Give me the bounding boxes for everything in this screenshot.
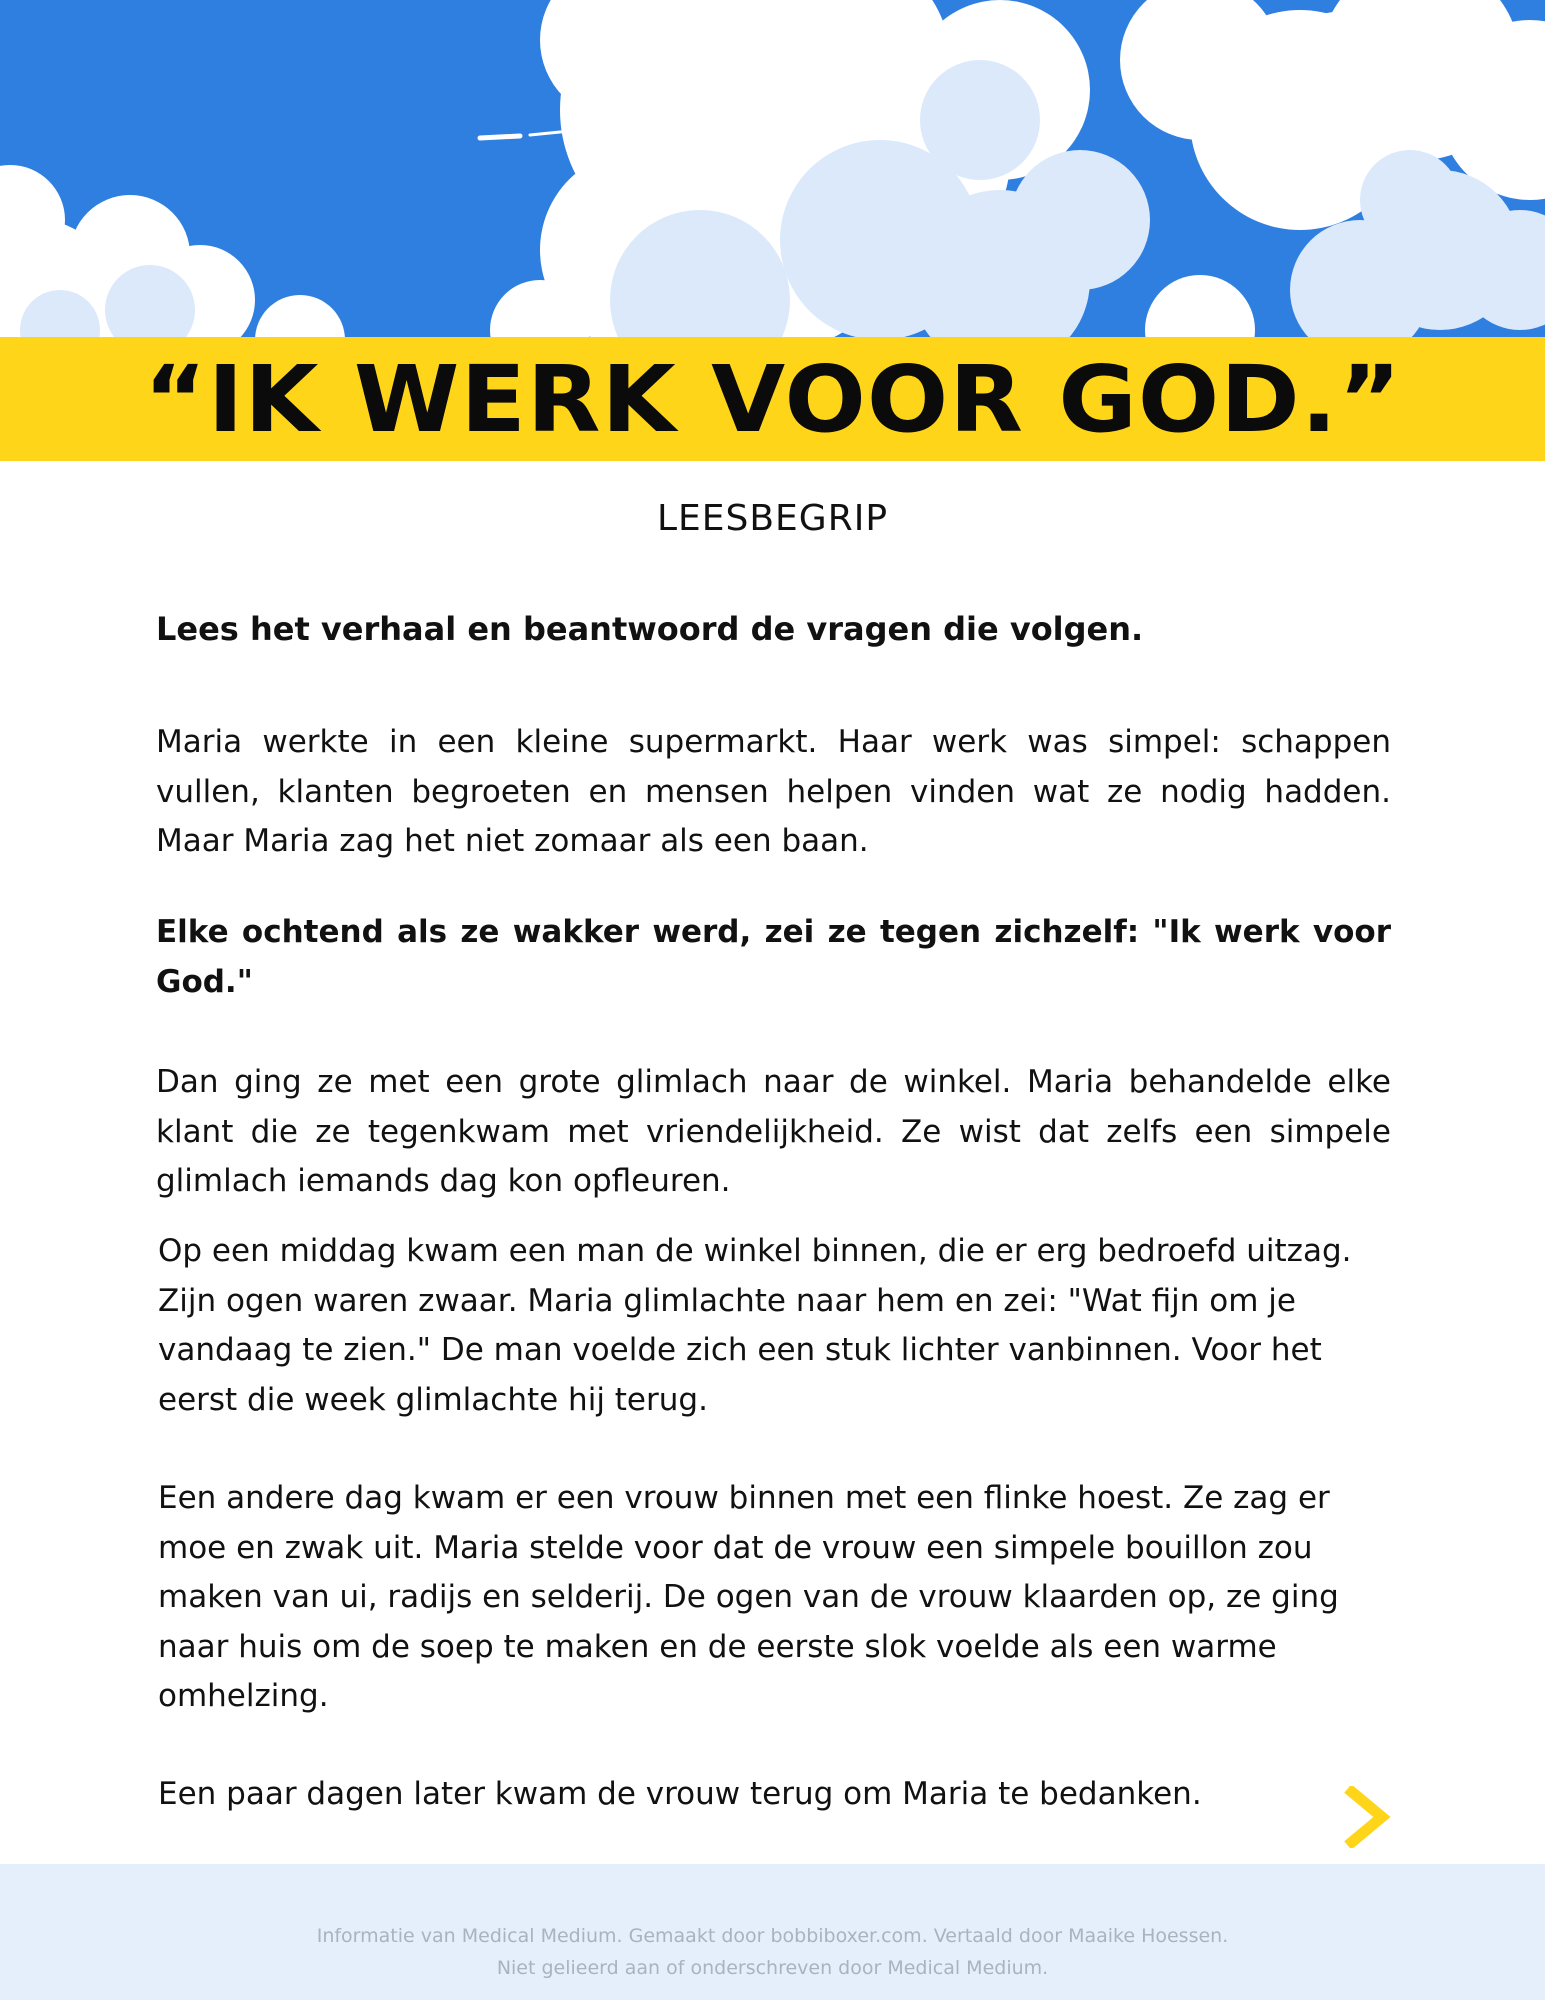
- footer-credits: [0, 1920, 1545, 1984]
- story-text: Dan ging ze met een grote glimlach naar de winkel. Maria behandelde elke klant die ze tegenkwam met vriendelijkheid. Ze wist dat zelfs een simpele glimlach iemands dag kon opfleuren.: [156, 1064, 1391, 1199]
- story-paragraph-5: [158, 1474, 1383, 1722]
- story-text: Maria werkte in een kleine supermarkt. Haar werk was simpel: schappen vullen, klanten begroeten en mensen helpen vinden wat ze nodig hadden. Maar Maria zag het niet zomaar als een baan.: [156, 724, 1391, 859]
- page-subtitle: LEESBEGRIP: [656, 498, 889, 539]
- story-paragraph-3: [156, 1058, 1391, 1207]
- story-text: Een paar dagen later kwam de vrouw terug om Maria te bedanken.: [158, 1776, 1202, 1812]
- title-banner: [0, 337, 1545, 461]
- clouds-illustration: [0, 0, 1545, 340]
- story-text: Een andere dag kwam er een vrouw binnen met een flinke hoest. Ze zag er moe en zwak uit. Maria stelde voor dat de vrouw een simpele bouillon zou maken van ui, radijs en selderij. De ogen van de vrouw klaarden op, ze ging naar huis om de soep te maken en de eerste slok voelde als een warme omhelzing.: [158, 1480, 1339, 1714]
- footer-line-2: Niet gelieerd aan of onderschreven door Medical Medium.: [496, 1957, 1049, 1979]
- story-paragraph-6: [158, 1770, 1258, 1820]
- chevron-right-icon[interactable]: [1344, 1786, 1392, 1848]
- footer-line-1: Informatie van Medical Medium. Gemaakt door bobbiboxer.com. Vertaald door Maaike Hoessen.: [316, 1925, 1229, 1947]
- story-paragraph-4: [158, 1227, 1383, 1425]
- page-title: “IK WERK VOOR GOD.”: [143, 345, 1402, 453]
- story-paragraph-2: [156, 908, 1391, 1007]
- instruction-text: Lees het verhaal en beantwoord de vragen die volgen.: [156, 610, 1144, 648]
- story-paragraph-1: [156, 718, 1391, 867]
- sky-background: [0, 0, 1545, 340]
- story-text: Op een middag kwam een man de winkel binnen, die er erg bedroefd uitzag. Zijn ogen waren zwaar. Maria glimlachte naar hem en zei: "Wat fijn om je vandaag te zien." De man voelde zich een stuk lichter vanbinnen. Voor het eerst die week glimlachte hij terug.: [158, 1233, 1352, 1418]
- story-text: Elke ochtend als ze wakker werd, zei ze tegen zichzelf: "Ik werk voor God.": [156, 914, 1391, 1000]
